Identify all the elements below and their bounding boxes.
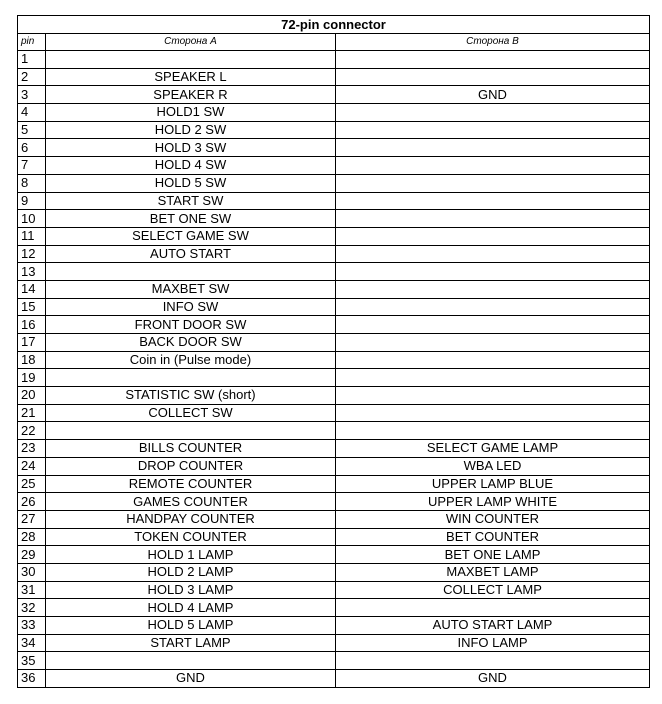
pin-cell: 24 xyxy=(18,457,46,475)
table-row xyxy=(18,528,650,546)
side-b-cell xyxy=(336,422,650,440)
table-row xyxy=(18,104,650,122)
side-a-cell: HOLD 4 LAMP xyxy=(46,599,336,617)
pin-cell: 33 xyxy=(18,617,46,635)
table-row xyxy=(18,316,650,334)
side-a-cell: GAMES COUNTER xyxy=(46,493,336,511)
side-b-cell xyxy=(336,51,650,69)
table-row xyxy=(18,457,650,475)
table-row xyxy=(18,351,650,369)
table-row xyxy=(18,121,650,139)
pin-cell: 36 xyxy=(18,670,46,688)
side-b-cell xyxy=(336,404,650,422)
table-row xyxy=(18,157,650,175)
pin-cell: 4 xyxy=(18,104,46,122)
pin-cell: 5 xyxy=(18,121,46,139)
table-row xyxy=(18,298,650,316)
side-a-cell: HOLD 5 SW xyxy=(46,174,336,192)
side-b-cell xyxy=(336,68,650,86)
side-a-cell: SPEAKER L xyxy=(46,68,336,86)
table-row xyxy=(18,263,650,281)
side-b-cell xyxy=(336,104,650,122)
table-row xyxy=(18,139,650,157)
pin-cell: 10 xyxy=(18,210,46,228)
table-row xyxy=(18,493,650,511)
side-a-cell xyxy=(46,263,336,281)
pin-cell: 22 xyxy=(18,422,46,440)
side-a-cell: HOLD 2 SW xyxy=(46,121,336,139)
side-b-cell xyxy=(336,227,650,245)
pin-cell: 16 xyxy=(18,316,46,334)
side-a-cell: HOLD 3 LAMP xyxy=(46,581,336,599)
pin-cell: 13 xyxy=(18,263,46,281)
table-row xyxy=(18,617,650,635)
side-b-cell xyxy=(336,139,650,157)
pin-cell: 6 xyxy=(18,139,46,157)
table-row xyxy=(18,652,650,670)
side-b-cell: COLLECT LAMP xyxy=(336,581,650,599)
side-a-cell: COLLECT SW xyxy=(46,404,336,422)
side-b-cell xyxy=(336,334,650,352)
table-row xyxy=(18,280,650,298)
side-a-cell: BACK DOOR SW xyxy=(46,334,336,352)
side-a-cell: AUTO START xyxy=(46,245,336,263)
pin-cell: 21 xyxy=(18,404,46,422)
side-a-cell: INFO SW xyxy=(46,298,336,316)
pin-cell: 29 xyxy=(18,546,46,564)
side-a-cell xyxy=(46,422,336,440)
pin-cell: 14 xyxy=(18,280,46,298)
table-row xyxy=(18,670,650,688)
table-row xyxy=(18,51,650,69)
pin-cell: 34 xyxy=(18,634,46,652)
side-b-cell: WBA LED xyxy=(336,457,650,475)
side-a-cell: DROP COUNTER xyxy=(46,457,336,475)
table-row xyxy=(18,475,650,493)
table-row xyxy=(18,422,650,440)
side-b-cell xyxy=(336,174,650,192)
pin-cell: 9 xyxy=(18,192,46,210)
pinout-rows xyxy=(18,51,650,688)
side-a-cell: HOLD 2 LAMP xyxy=(46,563,336,581)
side-a-cell: BILLS COUNTER xyxy=(46,440,336,458)
side-a-cell: STATISTIC SW (short) xyxy=(46,387,336,405)
side-b-cell: WIN COUNTER xyxy=(336,510,650,528)
pin-cell: 20 xyxy=(18,387,46,405)
pin-cell: 26 xyxy=(18,493,46,511)
pin-cell: 2 xyxy=(18,68,46,86)
side-b-cell: INFO LAMP xyxy=(336,634,650,652)
pin-cell: 35 xyxy=(18,652,46,670)
pin-cell: 1 xyxy=(18,51,46,69)
side-a-cell: GND xyxy=(46,670,336,688)
side-b-cell: AUTO START LAMP xyxy=(336,617,650,635)
table-row xyxy=(18,174,650,192)
table-row xyxy=(18,192,650,210)
side-b-cell xyxy=(336,245,650,263)
side-b-cell: GND xyxy=(336,86,650,104)
side-b-cell xyxy=(336,192,650,210)
side-b-cell xyxy=(336,298,650,316)
side-b-cell: GND xyxy=(336,670,650,688)
side-a-cell: START SW xyxy=(46,192,336,210)
side-a-cell xyxy=(46,51,336,69)
table-row xyxy=(18,563,650,581)
side-a-cell: START LAMP xyxy=(46,634,336,652)
table-row xyxy=(18,86,650,104)
side-b-cell: BET ONE LAMP xyxy=(336,546,650,564)
pin-cell: 8 xyxy=(18,174,46,192)
pin-cell: 30 xyxy=(18,563,46,581)
side-a-cell: HOLD1 SW xyxy=(46,104,336,122)
side-a-cell xyxy=(46,369,336,387)
side-b-cell xyxy=(336,263,650,281)
pin-cell: 7 xyxy=(18,157,46,175)
side-b-cell xyxy=(336,210,650,228)
side-b-cell: UPPER LAMP BLUE xyxy=(336,475,650,493)
pin-column-header: pin xyxy=(18,34,46,51)
side-a-cell: HOLD 3 SW xyxy=(46,139,336,157)
pin-cell: 3 xyxy=(18,86,46,104)
side-a-cell: MAXBET SW xyxy=(46,280,336,298)
table-row xyxy=(18,440,650,458)
side-b-cell: SELECT GAME LAMP xyxy=(336,440,650,458)
side-b-cell xyxy=(336,280,650,298)
pin-cell: 25 xyxy=(18,475,46,493)
side-b-cell: UPPER LAMP WHITE xyxy=(336,493,650,511)
side-a-cell: SPEAKER R xyxy=(46,86,336,104)
side-a-cell: HANDPAY COUNTER xyxy=(46,510,336,528)
pinout-table xyxy=(17,15,650,688)
side-a-cell: HOLD 1 LAMP xyxy=(46,546,336,564)
side-a-cell: FRONT DOOR SW xyxy=(46,316,336,334)
pin-cell: 12 xyxy=(18,245,46,263)
side-b-cell xyxy=(336,599,650,617)
side-b-cell xyxy=(336,121,650,139)
side-b-cell: BET COUNTER xyxy=(336,528,650,546)
table-row xyxy=(18,581,650,599)
side-a-cell: TOKEN COUNTER xyxy=(46,528,336,546)
pin-cell: 32 xyxy=(18,599,46,617)
table-row xyxy=(18,245,650,263)
table-row xyxy=(18,634,650,652)
pin-cell: 23 xyxy=(18,440,46,458)
side-a-cell: HOLD 5 LAMP xyxy=(46,617,336,635)
table-row xyxy=(18,210,650,228)
table-title: 72-pin connector xyxy=(18,16,650,34)
pin-cell: 11 xyxy=(18,227,46,245)
side-a-cell: HOLD 4 SW xyxy=(46,157,336,175)
side-a-cell: REMOTE COUNTER xyxy=(46,475,336,493)
side-b-column-header: Сторона B xyxy=(336,34,650,51)
side-a-cell xyxy=(46,652,336,670)
side-b-cell xyxy=(336,652,650,670)
side-b-cell xyxy=(336,316,650,334)
side-b-cell xyxy=(336,157,650,175)
table-row xyxy=(18,404,650,422)
table-row xyxy=(18,227,650,245)
table-row xyxy=(18,369,650,387)
pin-cell: 31 xyxy=(18,581,46,599)
pin-cell: 15 xyxy=(18,298,46,316)
table-row xyxy=(18,546,650,564)
pin-cell: 27 xyxy=(18,510,46,528)
table-row xyxy=(18,68,650,86)
pin-cell: 19 xyxy=(18,369,46,387)
side-a-cell: Coin in (Pulse mode) xyxy=(46,351,336,369)
pin-cell: 28 xyxy=(18,528,46,546)
table-row xyxy=(18,334,650,352)
table-row xyxy=(18,387,650,405)
side-b-cell: MAXBET LAMP xyxy=(336,563,650,581)
table-row xyxy=(18,510,650,528)
side-b-cell xyxy=(336,351,650,369)
side-a-cell: SELECT GAME SW xyxy=(46,227,336,245)
pin-cell: 18 xyxy=(18,351,46,369)
side-a-cell: BET ONE SW xyxy=(46,210,336,228)
side-a-column-header: Сторона A xyxy=(46,34,336,51)
side-b-cell xyxy=(336,369,650,387)
pin-cell: 17 xyxy=(18,334,46,352)
side-b-cell xyxy=(336,387,650,405)
table-row xyxy=(18,599,650,617)
